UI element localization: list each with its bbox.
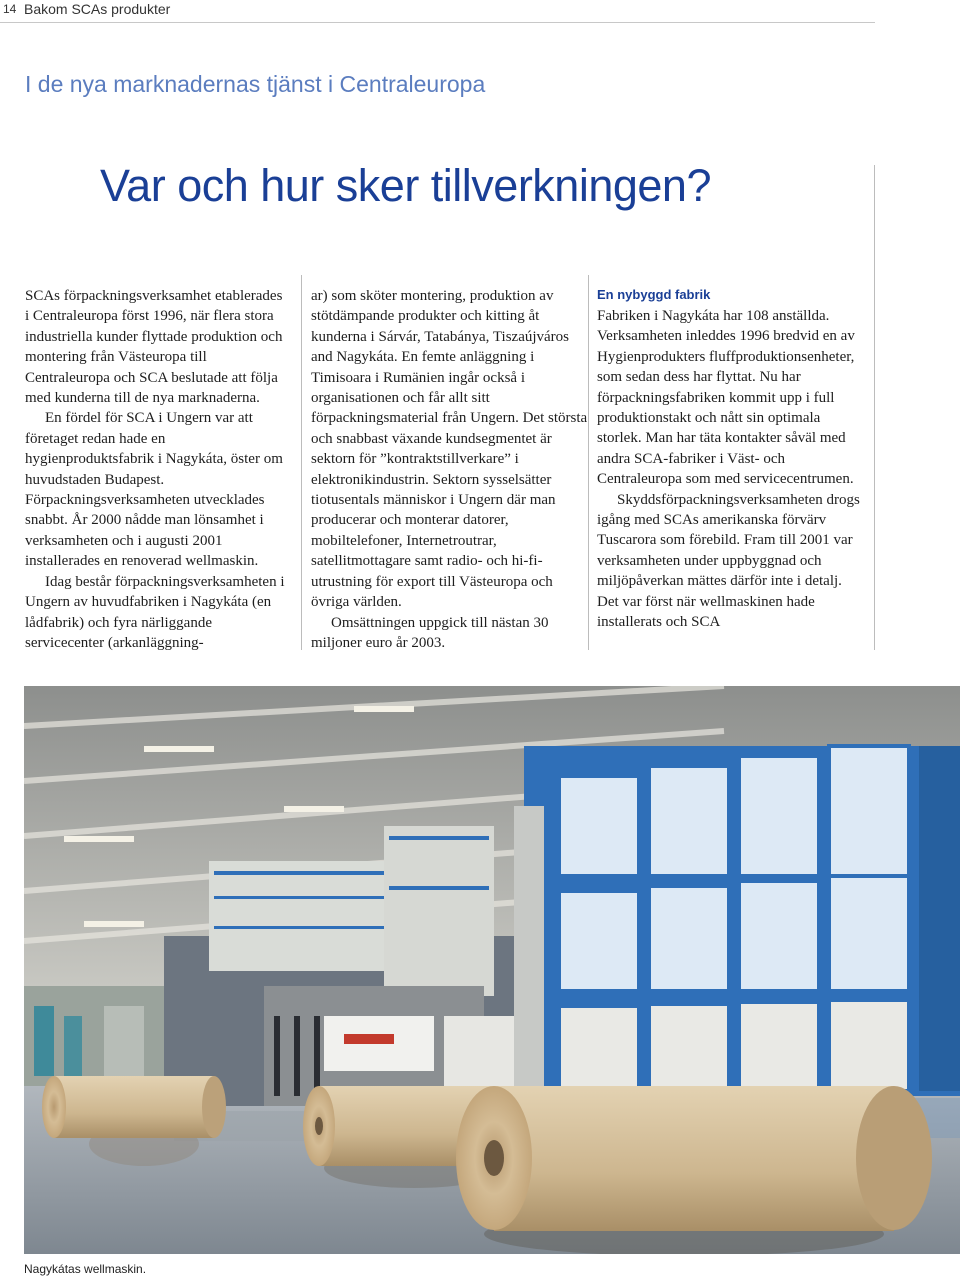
page-number: 14 [3, 2, 17, 16]
paragraph: En fördel för SCA i Ungern var att företaget redan hade en hygienproduktsfabrik i Nagykáta, öster om huvudstaden Budapest. Förpackningsverksamheten utvecklades snabbt. År 2000 nådde man lönsamhet i verksamheten och i augusti 2001 installerades en renoverad wellmaskin. [25, 410, 283, 570]
paragraph: Skyddsförpackningsverksamheten drogs igång med SCAs amerikanska förvärv Tuscarora som förebild. Fram till 2001 var verksamheten under uppbyggnad och miljöpåverkan mättes därför inte i detalj. Det var först när wellmaskinen hade installerats och SCA [597, 491, 860, 631]
paragraph: Idag består förpackningsverksamheten i Ungern av huvudfabriken i Nagykáta (en lådfabrik) och fyra närliggande servicecenter (arkanläggning- [25, 573, 285, 651]
factory-photo [24, 686, 960, 1254]
paper-roll [456, 1086, 932, 1254]
text-column-2 [311, 286, 589, 653]
column-divider-1 [301, 275, 302, 650]
page-header [0, 0, 875, 23]
text-column-3 [597, 286, 865, 633]
page-headline: Var och hur sker tillverkningen? [100, 160, 711, 211]
paragraph: ar) som sköter montering, produktion av stötdämpande produkter och kitting åt kunderna i Sárvár, Tatabánya, Tiszaújváros and Nagykáta. En femte anläggning i Timisoara i Rumänien ingår också i organisationen och får allt sitt förpackningsmaterial från Ungern. Det största och snabbast växande kundsegmentet är sektorn för ”kontraktstillverkare” i elektronikindustrin. Sektorn sysselsätter tiotusentals människor i Ungern där man producerar och monterar datorer, mobiltelefoner, Internetroutrar, satellitmottagare samt radio- och hi-fi-utrustning för export till Västeuropa och övriga världen. [311, 288, 588, 611]
section-title: I de nya marknadernas tjänst i Centraleuropa [25, 71, 486, 97]
text-column-1 [25, 286, 290, 653]
paragraph: Fabriken i Nagykáta har 108 anställda. Verksamheten inleddes 1996 bredvid en av Hygienprodukters fluffproduktionsenheter, som sedan dess har flyttat. Nu har förpackningsfabriken kommit upp i full produktionstakt och nått sin optimala storlek. Man har täta kontakter såväl med andra SCA-fabriker i Väst- och Centraleuropa som med servicecentrumen. [597, 308, 855, 488]
section-name: Bakom SCAs produkter [24, 1, 171, 17]
paragraph: SCAs förpackningsverksamhet etablerades i Centraleuropa först 1996, när flera stora industriella kunder flyttade produktion och montering från Västeuropa till Centraleuropa och SCA beslutade att följa med kunderna till de nya marknaderna. [25, 288, 283, 407]
column-divider-3 [874, 165, 875, 650]
photo-caption: Nagykátas wellmaskin. [24, 1262, 147, 1276]
paragraph: Omsättningen uppgick till nästan 30 miljoner euro år 2003. [311, 614, 549, 651]
subheading: En nybyggd fabrik [597, 287, 711, 302]
corrugator-machine-illustration [24, 686, 960, 1254]
